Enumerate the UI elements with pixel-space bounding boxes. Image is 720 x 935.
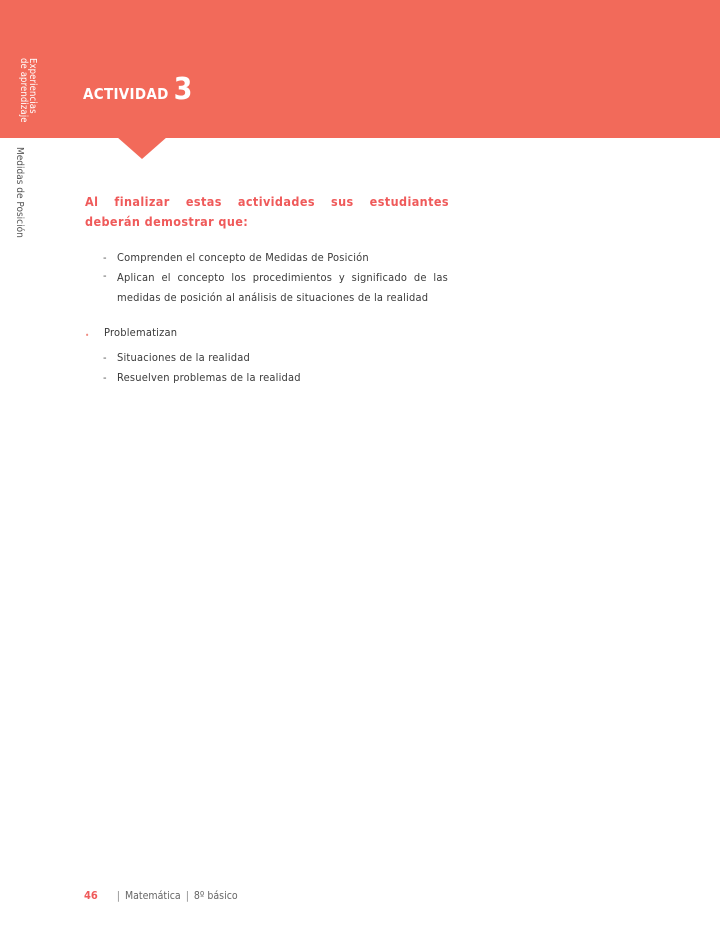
footer-separator: | bbox=[185, 890, 189, 902]
footer-grade: 8º básico bbox=[193, 890, 238, 902]
dash-bullet: - bbox=[103, 351, 107, 364]
activity-title bbox=[83, 72, 192, 107]
dash-bullet: - bbox=[103, 269, 107, 282]
problem-section-label: Problematizan bbox=[104, 326, 178, 339]
activity-word: ACTIVIDAD bbox=[83, 85, 169, 103]
problem-item-text: Resuelven problemas de la realidad bbox=[117, 371, 301, 384]
activity-number: 3 bbox=[173, 72, 193, 107]
topic-side-label-text: Medidas de Posición bbox=[14, 147, 25, 238]
side-label-line1: Experiencias bbox=[27, 58, 38, 114]
intro-text: Al finalizar estas actividades sus estudiantes deberán demostrar que: bbox=[85, 194, 449, 229]
page-footer bbox=[84, 889, 238, 902]
dash-bullet: - bbox=[103, 371, 107, 384]
page-number: 46 bbox=[84, 889, 98, 902]
problem-item-text: Situaciones de la realidad bbox=[117, 351, 250, 364]
footer-separator: | bbox=[116, 890, 120, 902]
header-band bbox=[0, 0, 720, 138]
footer-subject: Matemática bbox=[124, 890, 181, 902]
bullet-dot: • bbox=[85, 331, 90, 340]
side-label-line2: de aprendizaje bbox=[18, 58, 29, 123]
dash-bullet: - bbox=[103, 251, 107, 264]
outcome-text: Comprenden el concepto de Medidas de Posición bbox=[117, 251, 369, 264]
outcome-text: Aplican el concepto los procedimientos y significado de las medidas de posición al análisis de situaciones de la realidad bbox=[117, 271, 448, 304]
section-side-label bbox=[13, 58, 38, 133]
header-notch bbox=[117, 137, 167, 159]
